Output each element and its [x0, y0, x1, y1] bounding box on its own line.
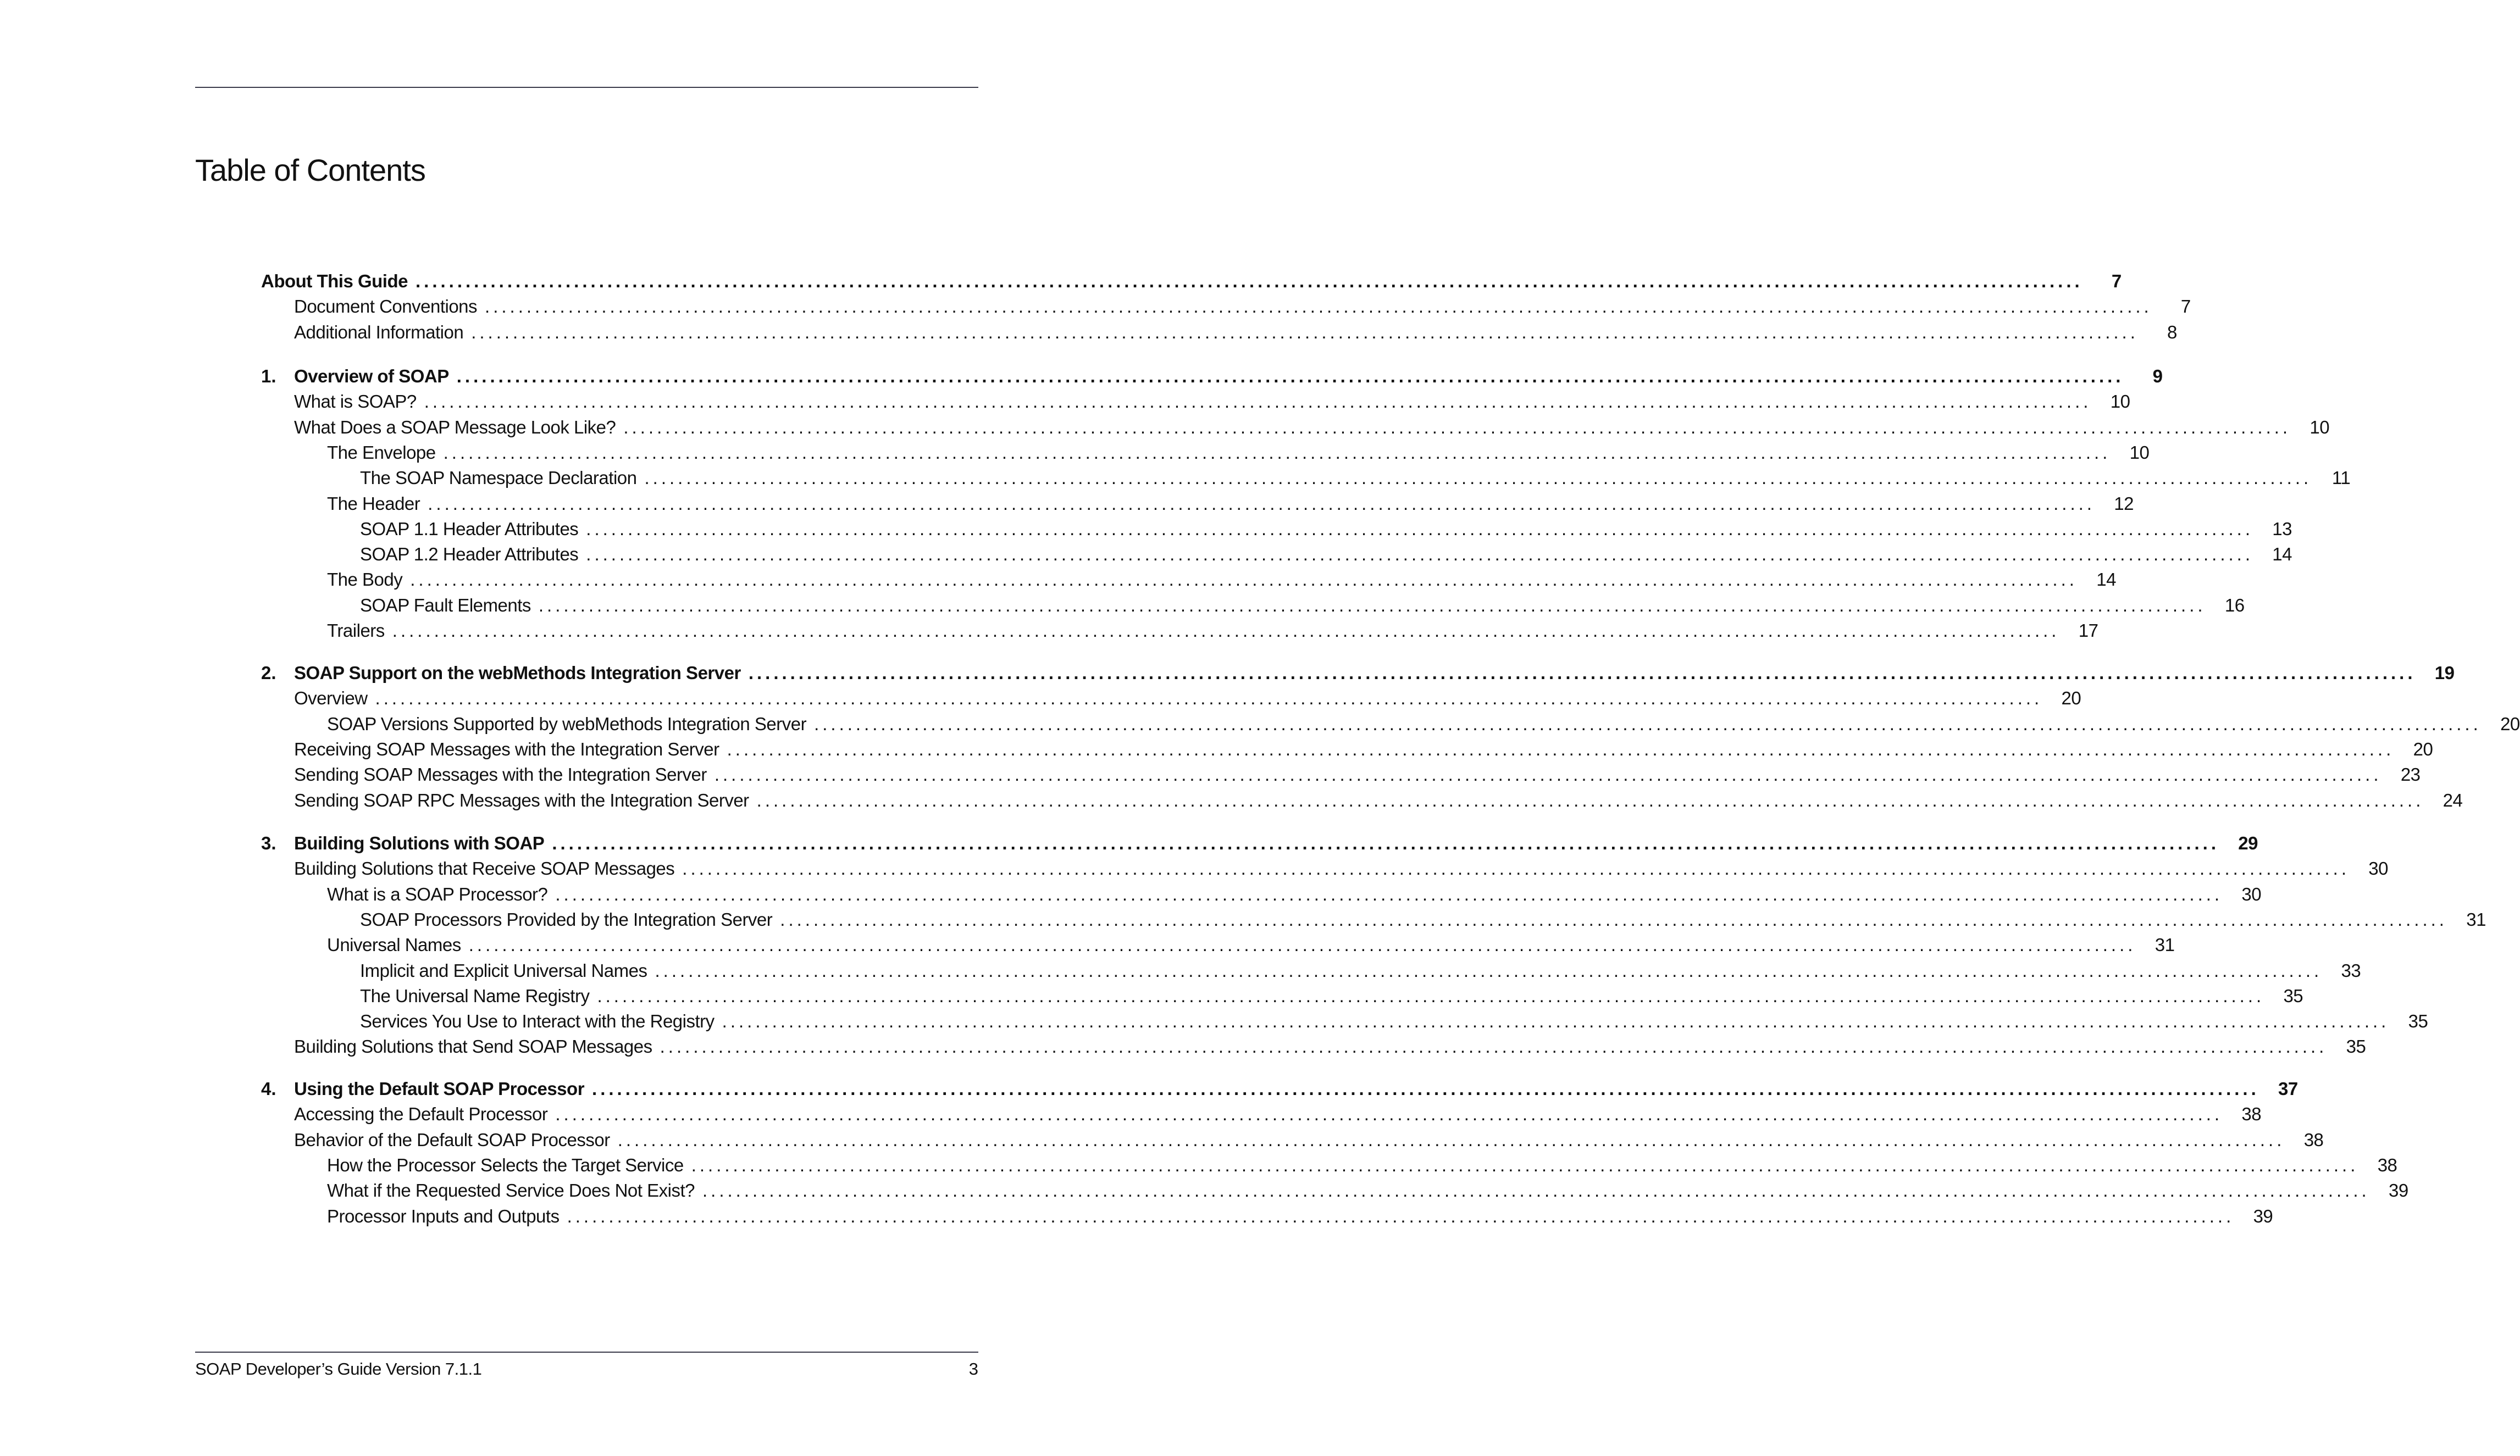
toc-entry[interactable] — [294, 764, 2421, 786]
toc-dot-leader: ........................................................................................................................................................................................................ — [660, 1036, 2328, 1057]
toc-entry[interactable] — [327, 883, 2262, 905]
toc-entry-page: 31 — [2155, 935, 2175, 955]
toc-dot-leader: ........................................................................................................................................................................................................ — [468, 935, 2136, 955]
toc-dot-leader: ........................................................................................................................................................................................................ — [702, 1180, 2370, 1201]
toc-dot-leader: ........................................................................................................................................................................................................ — [586, 544, 2253, 565]
toc-dot-leader: ........................................................................................................................................................................................................ — [456, 366, 2124, 386]
toc-entry-label: What is SOAP? — [294, 391, 417, 412]
toc-entry[interactable] — [294, 832, 2258, 854]
toc-dot-leader: ........................................................................................................................................................................................................ — [727, 738, 2395, 759]
toc-entry[interactable] — [327, 569, 2116, 591]
toc-entry[interactable] — [294, 391, 2130, 413]
toc-entry-page: 23 — [2400, 764, 2421, 785]
toc-entry-page: 14 — [2272, 544, 2292, 565]
toc-entry-page: 20 — [2061, 688, 2081, 709]
toc-dot-leader: ........................................................................................................................................................................................................ — [756, 790, 2424, 810]
footer-page-number: 3 — [968, 1359, 978, 1379]
toc-dot-leader: ........................................................................................................................................................................................................ — [375, 688, 2043, 709]
toc-entry-label: Building Solutions that Send SOAP Messages — [294, 1036, 652, 1057]
toc-entry[interactable] — [327, 1154, 2397, 1176]
toc-dot-leader: ........................................................................................................................................................................................................ — [644, 468, 2312, 488]
toc-dot-leader: ........................................................................................................................................................................................................ — [538, 594, 2206, 615]
toc-entry[interactable] — [327, 620, 2098, 642]
toc-entry-page: 10 — [2129, 442, 2150, 463]
toc-entry[interactable] — [360, 594, 2245, 616]
toc-entry[interactable] — [360, 985, 2303, 1007]
toc-entry[interactable] — [294, 296, 2191, 318]
toc-entry-label: Sending SOAP RPC Messages with the Integration Server — [294, 790, 749, 810]
toc-entry-label: Building Solutions that Receive SOAP Messages — [294, 858, 675, 879]
toc-entry[interactable] — [294, 321, 2177, 343]
toc-dot-leader: ........................................................................................................................................................................................................ — [814, 713, 2482, 734]
toc-entry-label: SOAP Fault Elements — [360, 594, 531, 615]
toc-entry-label: Trailers — [327, 620, 385, 641]
toc-dot-leader: ........................................................................................................................................................................................................ — [592, 1079, 2259, 1099]
toc-entry-label: The Body — [327, 569, 403, 590]
toc-entry-page: 11 — [2331, 468, 2351, 488]
toc-entry-label: SOAP Support on the webMethods Integration Server — [294, 663, 741, 683]
footer-title: SOAP Developer’s Guide Version 7.1.1 — [195, 1359, 482, 1379]
toc-entry-label: The SOAP Namespace Declaration — [360, 468, 637, 488]
toc-entry-page: 38 — [2377, 1154, 2397, 1175]
toc-entry-label: Additional Information — [294, 321, 464, 342]
toc-entry-label: SOAP 1.1 Header Attributes — [360, 518, 579, 539]
toc-entry-page: 38 — [2241, 1104, 2262, 1125]
toc-entry-page: 10 — [2309, 416, 2330, 437]
toc-entry-page: 30 — [2368, 858, 2388, 879]
toc-entry[interactable] — [360, 960, 2361, 982]
toc-dot-leader: ........................................................................................................................................................................................................ — [691, 1154, 2359, 1175]
page-title: Table of Contents — [195, 153, 425, 187]
toc-entry-page: 16 — [2224, 594, 2245, 615]
toc-entry-label: What is a SOAP Processor? — [327, 883, 548, 904]
toc-entry-page: 8 — [2167, 321, 2177, 342]
toc-entry-page: 19 — [2434, 663, 2455, 683]
bottom-rule — [195, 1352, 978, 1353]
toc-entry[interactable] — [261, 270, 2122, 292]
toc-dot-leader: ........................................................................................................................................................................................................ — [597, 985, 2265, 1006]
toc-entry-page: 20 — [2413, 738, 2433, 759]
toc-entry[interactable] — [294, 1078, 2298, 1100]
toc-entry[interactable] — [294, 858, 2388, 880]
toc-entry-page: 38 — [2303, 1129, 2324, 1150]
toc-dot-leader: ........................................................................................................................................................................................................ — [471, 321, 2139, 342]
toc-dot-leader: ........................................................................................................................................................................................................ — [567, 1205, 2235, 1226]
toc-entry-label: Implicit and Explicit Universal Names — [360, 960, 647, 981]
toc-entry[interactable] — [360, 467, 2351, 489]
toc-entry-label: Using the Default SOAP Processor — [294, 1079, 585, 1099]
toc-entry-page: 35 — [2283, 985, 2303, 1006]
toc-entry-label: Services You Use to Interact with the Registry — [360, 1011, 715, 1032]
toc-entry-page: 33 — [2341, 960, 2361, 981]
toc-entry[interactable] — [360, 1010, 2428, 1032]
toc-chapter-number: 1. — [261, 366, 276, 386]
toc-entry-label: The Universal Name Registry — [360, 985, 590, 1006]
toc-entry-page: 7 — [2111, 271, 2122, 291]
toc-entry[interactable] — [294, 687, 2081, 709]
toc-entry-label: Building Solutions with SOAP — [294, 833, 545, 853]
toc-dot-leader: ........................................................................................................................................................................................................ — [428, 493, 2095, 514]
toc-entry-page: 14 — [2096, 569, 2116, 590]
toc-entry-label: Overview — [294, 688, 368, 709]
toc-chapter-number: 3. — [261, 833, 276, 853]
toc-dot-leader: ........................................................................................................................................................................................................ — [780, 909, 2447, 930]
toc-entry[interactable] — [360, 543, 2292, 565]
toc-entry-page: 35 — [2346, 1036, 2366, 1057]
toc-entry[interactable] — [294, 1103, 2262, 1125]
toc-dot-leader: ........................................................................................................................................................................................................ — [552, 833, 2220, 853]
toc-entry[interactable] — [294, 738, 2433, 760]
toc-dot-leader: ........................................................................................................................................................................................................ — [722, 1011, 2390, 1032]
toc-entry-label: SOAP 1.2 Header Attributes — [360, 544, 579, 565]
toc-dot-leader: ........................................................................................................................................................................................................ — [410, 569, 2078, 590]
toc-entry[interactable] — [294, 1129, 2324, 1151]
toc-entry-page: 20 — [2500, 713, 2520, 734]
toc-entry-label: The Envelope — [327, 442, 436, 463]
toc-entry-page: 39 — [2388, 1180, 2408, 1201]
toc-entry-label: SOAP Processors Provided by the Integration Server — [360, 909, 773, 930]
toc-entry[interactable] — [327, 934, 2175, 956]
toc-entry-label: What if the Requested Service Does Not Exist? — [327, 1180, 695, 1201]
toc-chapter-number: 4. — [261, 1079, 276, 1099]
toc-entry-page: 29 — [2238, 833, 2258, 853]
toc-entry-page: 24 — [2443, 790, 2463, 810]
toc-entry-page: 13 — [2272, 518, 2292, 539]
toc-dot-leader: ........................................................................................................................................................................................................ — [586, 518, 2253, 539]
toc-entry-page: 10 — [2110, 391, 2130, 412]
toc-entry-page: 39 — [2253, 1205, 2273, 1226]
toc-entry-page: 17 — [2078, 620, 2098, 641]
toc-entry-page: 9 — [2152, 366, 2163, 386]
toc-entry-label: Document Conventions — [294, 296, 478, 317]
toc-dot-leader: ........................................................................................................................................................................................................ — [655, 960, 2323, 981]
toc-entry[interactable] — [327, 1180, 2408, 1202]
toc-entry-page: 7 — [2180, 296, 2191, 317]
toc-dot-leader: ........................................................................................................................................................................................................ — [748, 663, 2416, 683]
toc-entry[interactable] — [294, 1036, 2366, 1058]
toc-entry-page: 12 — [2114, 493, 2134, 514]
toc-entry-label: Overview of SOAP — [294, 366, 449, 386]
toc-entry-label: Sending SOAP Messages with the Integration Server — [294, 764, 707, 785]
toc-entry-label: Behavior of the Default SOAP Processor — [294, 1129, 610, 1150]
toc-entry[interactable] — [327, 1205, 2273, 1227]
toc-entry-label: About This Guide — [261, 271, 408, 291]
toc-entry-label: The Header — [327, 493, 420, 514]
toc-dot-leader: ........................................................................................................................................................................................................ — [485, 296, 2152, 317]
toc-entry-label: Universal Names — [327, 935, 461, 955]
toc-entry-page: 37 — [2278, 1079, 2298, 1099]
toc-entry[interactable] — [294, 662, 2455, 684]
toc-entry-label: Processor Inputs and Outputs — [327, 1205, 560, 1226]
toc-dot-leader: ........................................................................................................................................................................................................ — [443, 442, 2111, 463]
toc-entry-label: Receiving SOAP Messages with the Integration Server — [294, 738, 719, 759]
toc-entry[interactable] — [360, 909, 2486, 931]
toc-entry-label: SOAP Versions Supported by webMethods Integration Server — [327, 713, 807, 734]
toc-dot-leader: ........................................................................................................................................................................................................ — [555, 1104, 2223, 1125]
toc-entry[interactable] — [327, 713, 2520, 735]
toc-dot-leader: ........................................................................................................................................................................................................ — [415, 271, 2083, 291]
toc-dot-leader: ........................................................................................................................................................................................................ — [623, 416, 2291, 437]
toc-entry[interactable] — [327, 442, 2150, 464]
toc-entry-label: Accessing the Default Processor — [294, 1104, 548, 1125]
toc-dot-leader: ........................................................................................................................................................................................................ — [682, 858, 2350, 879]
toc-entry-label: How the Processor Selects the Target Service — [327, 1154, 684, 1175]
toc-entry[interactable] — [294, 365, 2163, 387]
toc-entry[interactable] — [360, 518, 2292, 540]
toc-entry-page: 31 — [2466, 909, 2486, 930]
toc-entry[interactable] — [294, 790, 2463, 812]
toc-entry[interactable] — [327, 493, 2134, 515]
toc-entry-label: What Does a SOAP Message Look Like? — [294, 416, 616, 437]
toc-dot-leader: ........................................................................................................................................................................................................ — [617, 1129, 2285, 1150]
toc-dot-leader: ........................................................................................................................................................................................................ — [555, 883, 2223, 904]
toc-entry-page: 35 — [2408, 1011, 2428, 1032]
toc-chapter-number: 2. — [261, 663, 276, 683]
toc-dot-leader: ........................................................................................................................................................................................................ — [424, 391, 2092, 412]
toc-entry[interactable] — [294, 416, 2330, 438]
toc-entry-page: 30 — [2241, 883, 2262, 904]
toc-dot-leader: ........................................................................................................................................................................................................ — [392, 620, 2060, 641]
toc-dot-leader: ........................................................................................................................................................................................................ — [714, 764, 2382, 785]
